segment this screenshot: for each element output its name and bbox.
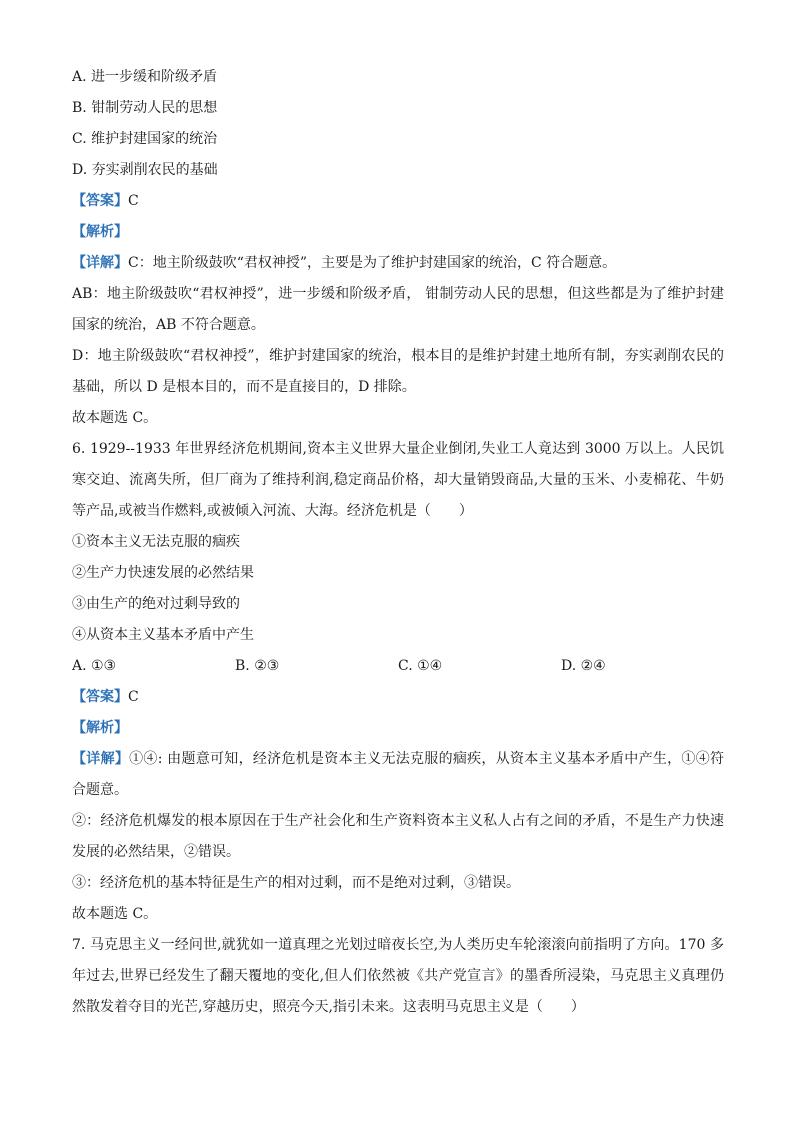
q6-answer [72, 682, 724, 713]
q6-option-d: D. ②④ [561, 658, 606, 674]
q5-answer [72, 186, 724, 217]
q6-options [72, 651, 724, 682]
q6-stem: 6. 1929--1933 年世界经济危机期间,资本主义世界大量企业倒闭,失业工人竟达到 3000 万以上。人民饥寒交迫、流离失所，但厂商为了维持利润,稳定商品价格，却大量销毁商品,大量的玉米、小麦棉花、牛奶等产品,或被当作燃料,或被倾入河流、大海。经济危机是（ ） [72, 441, 724, 519]
q5-conclusion: 故本题选 C。 [72, 410, 158, 426]
q6-option-c: C. ①④ [398, 658, 443, 674]
q5-option-b: B. 钳制劳动人民的思想 [72, 100, 218, 116]
q6-conclusion: 故本题选 C。 [72, 906, 158, 922]
q6-option-a: A. ①③ [72, 658, 117, 674]
q5-option-a: A. 进一步缓和阶级矛盾 [72, 69, 218, 85]
q5-detail-p2: AB：地主阶级鼓吹“君权神授”，进一步缓和阶级矛盾， 钳制劳动人民的思想，但这些都是为了维护封建国家的统治，AB 不符合题意。 [72, 286, 724, 333]
q6-detail-p2: ②：经济危机爆发的根本原因在于生产社会化和生产资料资本主义私人占有之间的矛盾，不是生产力快速发展的必然结果，②错误。 [72, 813, 724, 860]
answer-value: C [128, 689, 139, 705]
detail-tag: 【详解】 [72, 751, 130, 767]
q6-option-b: B. ②③ [235, 658, 280, 674]
q6-statement-4: ④从资本主义基本矛盾中产生 [72, 627, 254, 643]
q5-detail-p3: D：地主阶级鼓吹“君权神授”，维护封建国家的统治，根本目的是维护封建土地所有制，夯实剥削农民的基础，所以 D 是根本目的，而不是直接目的，D 排除。 [72, 348, 724, 395]
q5-option-c: C. 维护封建国家的统治 [72, 131, 218, 147]
answer-tag: 【答案】 [72, 689, 128, 705]
analysis-tag: 【解析】 [72, 224, 128, 240]
detail-text: ①④: 由题意可知，经济危机是资本主义无法克服的痼疾，从资本主义基本矛盾中产生，①④符合题意。 [72, 751, 724, 798]
analysis-tag: 【解析】 [72, 720, 128, 736]
q6-analysis [72, 713, 724, 744]
q5-detail-p1 [72, 248, 724, 279]
q6-statement-3: ③由生产的绝对过剩导致的 [72, 596, 240, 612]
detail-tag: 【详解】 [72, 255, 128, 271]
answer-value: C [128, 193, 139, 209]
q6-statement-1: ①资本主义无法克服的痼疾 [72, 534, 240, 550]
q7-stem: 7. 马克思主义一经问世,就犹如一道真理之光划过暗夜长空,为人类历史车轮滚滚向前指明了方向。170 多年过去,世界已经发生了翻天覆地的变化,但人们依然被《共产党宣言》的墨香所浸染，马克思主义真理仍然散发着夺目的光芒,穿越历史，照亮今天,指引未来。这表明马克思主义是（ ） [72, 937, 724, 1015]
q6-detail-p1 [72, 744, 724, 806]
answer-tag: 【答案】 [72, 193, 128, 209]
q5-option-d: D. 夯实剥削农民的基础 [72, 162, 218, 178]
detail-text: C：地主阶级鼓吹“君权神授”，主要是为了维护封建国家的统治，C 符合题意。 [128, 255, 617, 271]
q6-detail-p3: ③：经济危机的基本特征是生产的相对过剩，而不是绝对过剩，③错误。 [72, 875, 520, 891]
q5-analysis [72, 217, 724, 248]
document-page [72, 62, 724, 1023]
q6-statement-2: ②生产力快速发展的必然结果 [72, 565, 254, 581]
